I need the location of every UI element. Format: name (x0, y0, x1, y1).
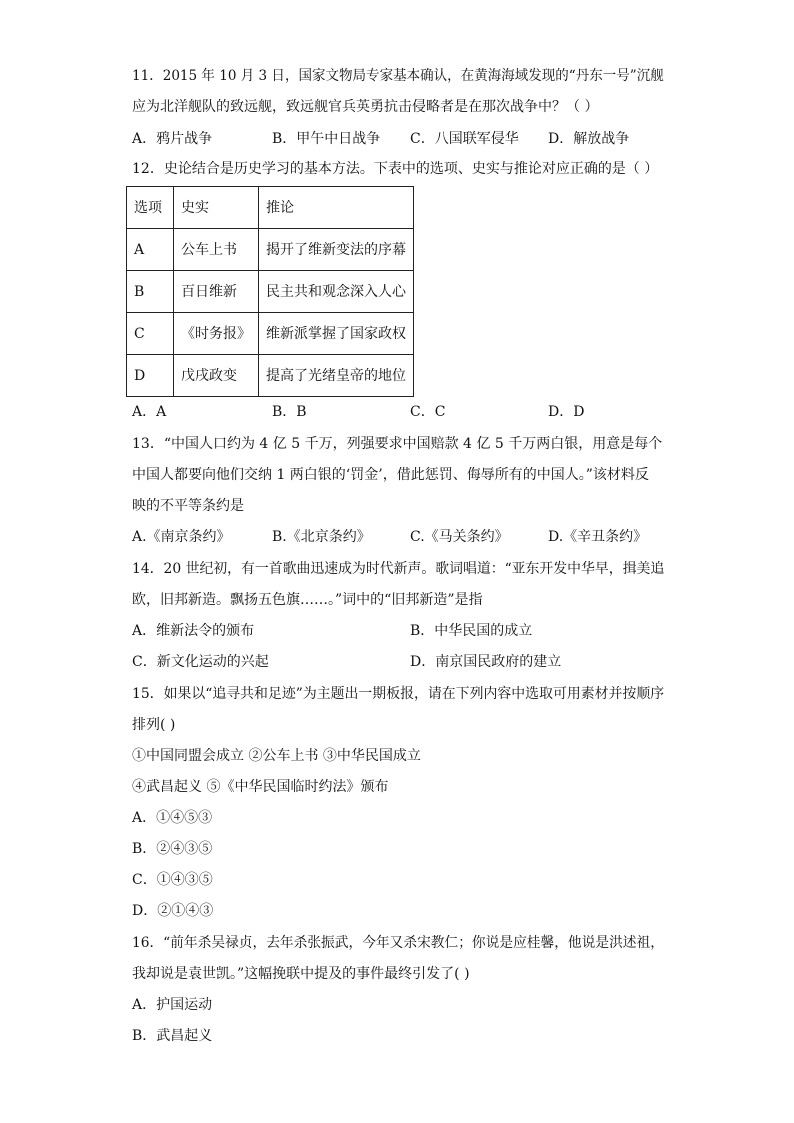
q16-option-a: A．护国运动 (132, 997, 213, 1013)
table-cell: 揭开了维新变法的序幕 (259, 229, 414, 271)
q14-stem-line-1: 14．20 世纪初，有一首歌曲迅速成为时代新声。歌词唱道：“亚东开发中华早，揖美追 (132, 561, 665, 577)
table-row (127, 271, 414, 313)
q14-option-d: D．南京国民政府的建立 (410, 654, 562, 670)
q11-stem-line-2: 应为北洋舰队的致远舰，致远舰官兵英勇抗击侵略者是在那次战争中？（ ） (132, 99, 599, 115)
table-cell: A (127, 229, 174, 271)
q16-stem-line-2: 我却说是袁世凯。”这幅挽联中提及的事件最终引发了( ) (132, 966, 470, 982)
q11-option-b: B．甲午中日战争 (272, 131, 381, 147)
table-cell: C (127, 313, 174, 355)
q15-option-a: A．①④⑤③ (132, 810, 213, 826)
q14-option-c: C．新文化运动的兴起 (132, 654, 269, 670)
table-row (127, 313, 414, 355)
q15-option-c: C．①④③⑤ (132, 872, 213, 888)
table-cell: D (127, 355, 174, 397)
q11-stem-line-1: 11．2015 年 10 月 3 日，国家文物局专家基本确认，在黄海海域发现的“丹东一号”沉舰 (132, 68, 664, 84)
q12-option-c: C．C (410, 404, 446, 420)
q15-items-line-2: ④武昌起义 ⑤《中华民国临时约法》颁布 (132, 779, 389, 795)
q12-option-b: B．B (272, 404, 307, 420)
q13-option-d: D.《辛丑条约》 (548, 529, 648, 545)
table-header-cell: 史实 (174, 187, 259, 229)
q11-option-d: D．解放战争 (548, 131, 630, 147)
q15-option-b: B．②④③⑤ (132, 841, 213, 857)
table-cell: B (127, 271, 174, 313)
q13-stem-line-2: 中国人都要向他们交纳 1 两白银的‘罚金’，借此惩罚、侮辱所有的中国人。”该材料反 (132, 467, 649, 483)
q11-option-c: C．八国联军侵华 (410, 131, 519, 147)
q15-option-d: D．②①④③ (132, 903, 214, 919)
q12-option-d: D．D (548, 404, 585, 420)
q12-history-table (126, 186, 414, 397)
q15-items-line-1: ①中国同盟会成立 ②公车上书 ③中华民国成立 (132, 748, 421, 764)
table-header-cell: 选项 (127, 187, 174, 229)
table-cell: 提高了光绪皇帝的地位 (259, 355, 414, 397)
q12-stem: 12．史论结合是历史学习的基本方法。下表中的选项、史实与推论对应正确的是（ ） (132, 161, 659, 177)
q13-option-b: B.《北京条约》 (272, 529, 371, 545)
q15-stem-line-2: 排列( ) (132, 717, 176, 733)
table-header-cell: 推论 (259, 187, 414, 229)
table-header-row (127, 187, 414, 229)
table-cell: 《时务报》 (174, 313, 259, 355)
q11-option-a: A．鸦片战争 (132, 131, 213, 147)
q13-option-c: C.《马关条约》 (410, 529, 509, 545)
q12-option-a: A．A (132, 404, 167, 420)
q13-stem-line-3: 映的不平等条约是 (132, 498, 244, 514)
table-cell: 民主共和观念深入人心 (259, 271, 414, 313)
table-cell: 公车上书 (174, 229, 259, 271)
table-cell: 百日维新 (174, 271, 259, 313)
q14-option-b: B．中华民国的成立 (410, 623, 533, 639)
table-row (127, 355, 414, 397)
q16-stem-line-1: 16．“前年杀吴禄贞，去年杀张振武，今年又杀宋教仁；你说是应桂馨，他说是洪述祖， (132, 935, 664, 951)
q16-option-b: B．武昌起义 (132, 1028, 213, 1044)
table-cell: 维新派掌握了国家政权 (259, 313, 414, 355)
q14-stem-line-2: 欧，旧邦新造。飘扬五色旗……。”词中的“旧邦新造”是指 (132, 592, 483, 608)
q15-stem-line-1: 15．如果以“追寻共和足迹”为主题出一期板报，请在下列内容中选取可用素材并按顺序 (132, 686, 665, 702)
q14-option-a: A．维新法令的颁布 (132, 623, 255, 639)
table-cell: 戊戌政变 (174, 355, 259, 397)
q13-option-a: A.《南京条约》 (132, 529, 231, 545)
q13-stem-line-1: 13．“中国人口约为 4 亿 5 千万，列强要求中国赔款 4 亿 5 千万两白银，用意是每个 (132, 436, 663, 452)
table-row (127, 229, 414, 271)
